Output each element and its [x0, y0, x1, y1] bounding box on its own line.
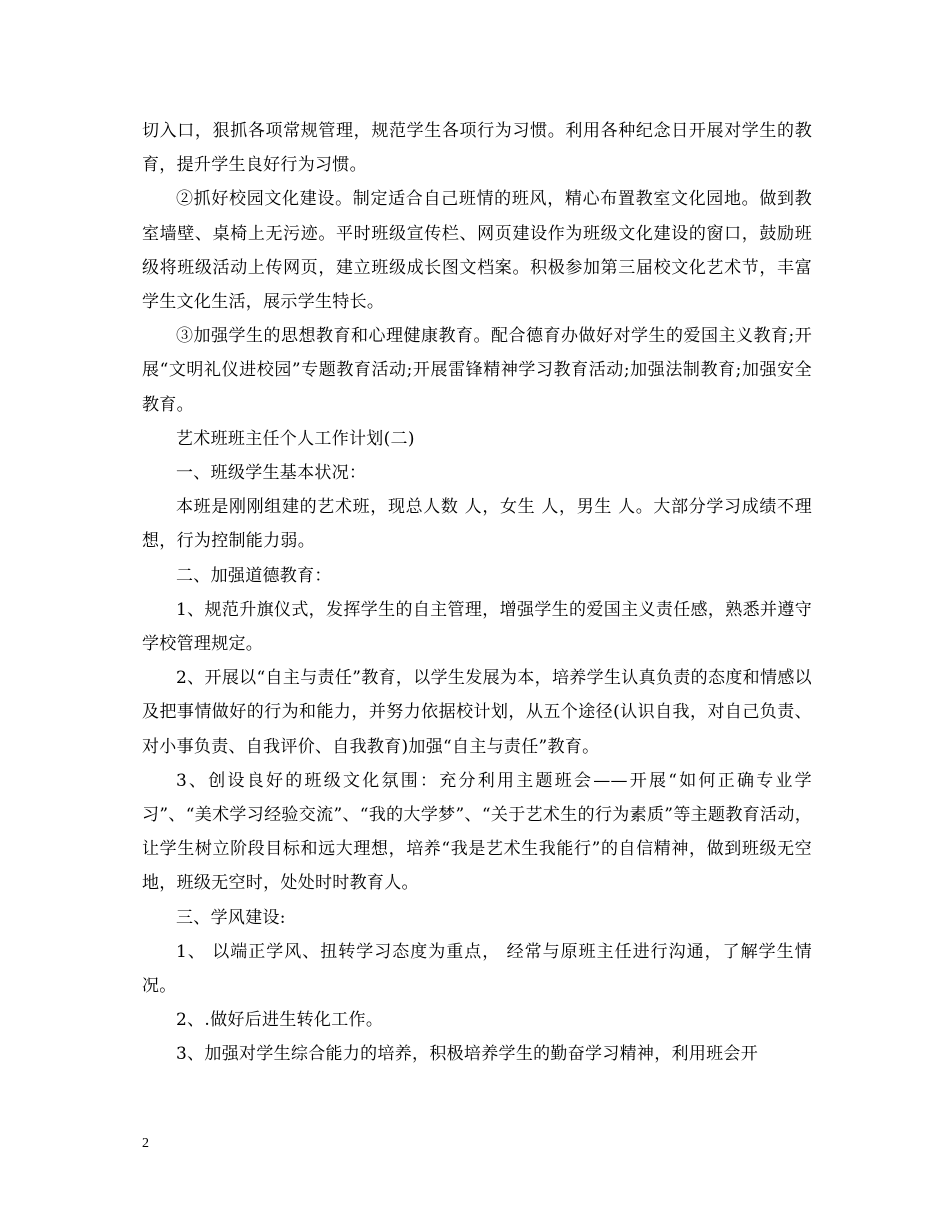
- paragraph-class-culture: 3、创设良好的班级文化氛围：充分利用主题班会——开展“如何正确专业学习”、“美术学习经验交流”、“我的大学梦”、“关于艺术生的行为素质”等主题教育活动，让学生树立阶段目标和远大理想，培养“我是艺术生我能行”的自信精神，做到班级无空地，班级无空时，处处时时教育人。: [142, 770, 812, 894]
- paragraph-study-attitude: 1、 以端正学风、扭转学习态度为重点， 经常与原班主任进行沟通，了解学生情况。: [142, 941, 812, 997]
- paragraph-ideological-education: ③加强学生的思想教育和心理健康教育。配合德育办做好对学生的爱国主义教育;开展“文明礼仪进校园”专题教育活动;开展雷锋精神学习教育活动;加强法制教育;加强安全教育。: [142, 326, 812, 415]
- paragraph-campus-culture: ②抓好校园文化建设。制定适合自己班情的班风，精心布置教室文化园地。做到教室墙壁、桌椅上无污迹。平时班级宣传栏、网页建设作为班级文化建设的窗口，鼓励班级将班级活动上传网页，建立班级成长图文档案。积极参加第三届校文化艺术节，丰富学生文化生活，展示学生特长。: [142, 189, 812, 313]
- paragraph-comprehensive-ability: 3、加强对学生综合能力的培养，积极培养学生的勤奋学习精神，利用班会开: [176, 1044, 759, 1065]
- page-number: 2: [142, 1136, 149, 1151]
- heading-study-style: 三、学风建设:: [176, 907, 286, 928]
- paragraph-struggling-students: 2、.做好后进生转化工作。: [176, 1010, 384, 1031]
- paragraph-flag-ceremony: 1、规范升旗仪式，发挥学生的自主管理，增强学生的爱国主义责任感，熟悉并遵守学校管理规定。: [142, 599, 812, 655]
- heading-moral-education: 二、加强道德教育：: [176, 565, 332, 586]
- paragraph-autonomy-responsibility: 2、开展以“自主与责任”教育，以学生发展为本，培养学生认真负责的态度和情感以及把事情做好的行为和能力，并努力依据校计划，从五个途径(认识自我，对自己负责、对小事负责、自我评价、自我教育)加强“自主与责任”教育。: [142, 668, 812, 757]
- section-title: 艺术班班主任个人工作计划(二): [176, 428, 415, 449]
- document-body: [142, 114, 812, 1072]
- paragraph-class-status: 本班是刚刚组建的艺术班，现总人数 人，女生 人，男生 人。大部分学习成绩不理想，行为控制能力弱。: [142, 497, 812, 552]
- heading-class-status: 一、班级学生基本状况：: [176, 463, 367, 484]
- paragraph-continuation: 切入口，狠抓各项常规管理，规范学生各项行为习惯。利用各种纪念日开展对学生的教育，提升学生良好行为习惯。: [142, 121, 812, 176]
